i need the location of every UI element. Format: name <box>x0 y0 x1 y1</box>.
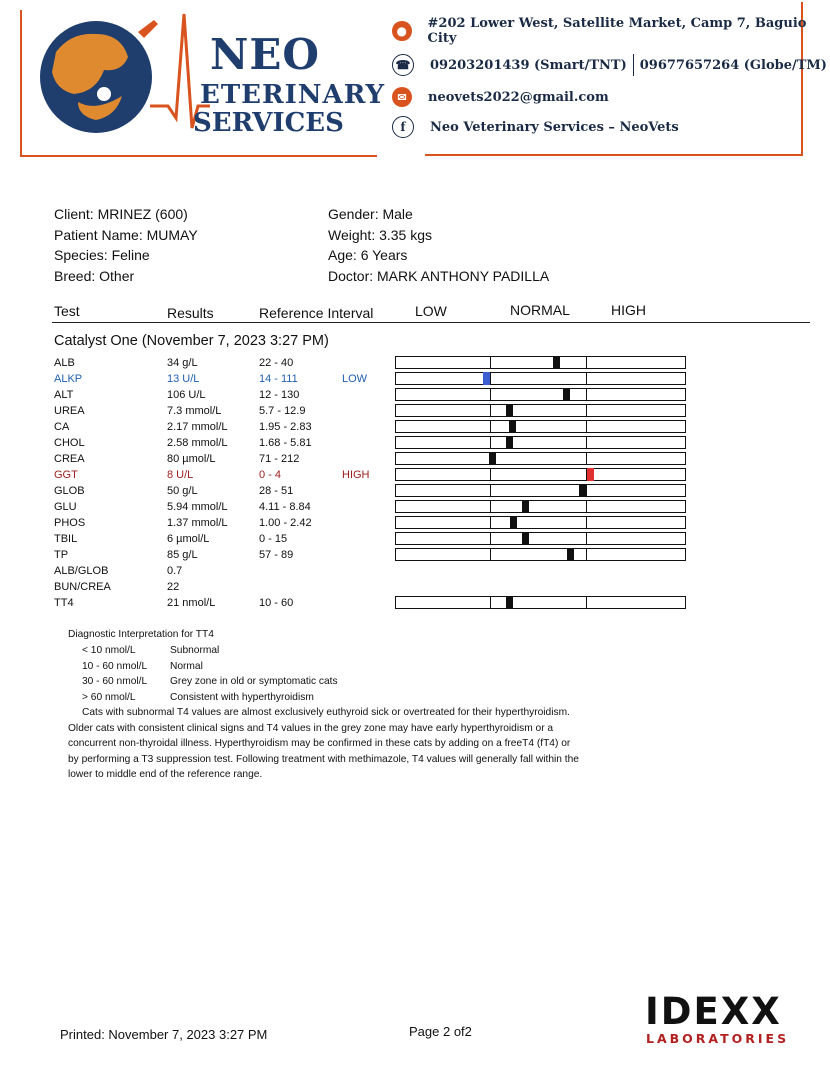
interpretation-range-row <box>82 690 482 706</box>
section-title: Catalyst One (November 7, 2023 3:27 PM) <box>54 333 329 349</box>
range-divider-low <box>490 357 491 368</box>
range-bar <box>395 500 686 513</box>
interpretation-line: concurrent non-thyroidal illness. Hyperthyroidism may be confirmed in these cats by adding on a freeT4 (fT4) or <box>68 738 571 750</box>
range-divider-high <box>586 533 587 544</box>
range-bar <box>395 516 686 529</box>
reference-interval: 1.00 - 2.42 <box>259 517 312 529</box>
test-name: ALB/GLOB <box>54 565 109 577</box>
range-bar <box>395 420 686 433</box>
header-frame-bottom <box>20 155 375 157</box>
range-bar <box>395 356 686 369</box>
test-result: 2.58 mmol/L <box>167 437 228 449</box>
header-frame-right <box>425 154 803 156</box>
col-header-normal: NORMAL <box>510 302 570 318</box>
reference-interval: 22 - 40 <box>259 357 294 369</box>
test-result: 21 nmol/L <box>167 597 216 609</box>
reference-interval: 1.95 - 2.83 <box>259 421 312 433</box>
result-marker <box>587 468 594 481</box>
range-bar <box>395 404 686 417</box>
interpretation-line: by performing a T3 suppression test. Following treatment with methimazole, T4 values will generally fall within the <box>68 753 579 765</box>
page-number: Page 2 of2 <box>409 1024 472 1039</box>
test-name: ALT <box>54 389 74 401</box>
range-divider-low <box>490 469 491 480</box>
result-marker <box>506 596 513 609</box>
range-divider-low <box>490 501 491 512</box>
patient-info-left <box>54 204 198 286</box>
facebook-icon: f <box>392 116 414 138</box>
table-row <box>54 579 694 595</box>
reference-interval: 4.11 - 8.84 <box>259 501 311 513</box>
result-marker <box>510 516 517 529</box>
gender: Gender: Male <box>328 206 413 222</box>
range-meaning: Grey zone in old or symptomatic cats <box>170 676 338 688</box>
test-name: ALB <box>54 357 75 369</box>
mail-icon: ✉ <box>392 87 412 107</box>
interpretation-range-row <box>82 659 482 675</box>
client: Client: MRINEZ (600) <box>54 206 188 222</box>
test-result: 50 g/L <box>167 485 198 497</box>
test-result: 13 U/L <box>167 373 200 385</box>
doctor: Doctor: MARK ANTHONY PADILLA <box>328 267 550 284</box>
range-bar <box>395 388 686 401</box>
species: Species: Feline <box>54 247 150 263</box>
test-name: TBIL <box>54 533 78 545</box>
range-divider-low <box>490 405 491 416</box>
range-value: 10 - 60 nmol/L <box>82 660 148 672</box>
brand-neo: NEO <box>210 30 320 79</box>
weight: Weight: 3.35 kgs <box>328 226 433 243</box>
reference-interval: 5.7 - 12.9 <box>259 405 306 417</box>
reference-interval: 12 - 130 <box>259 389 300 401</box>
location-pin-icon: ● <box>392 21 412 41</box>
interpretation-line: Older cats with consistent clinical signs and T4 values in the grey zone may have early hyperthyroidism or a <box>68 722 554 734</box>
range-divider-low <box>490 421 491 432</box>
result-marker <box>563 388 570 401</box>
range-divider-high <box>586 357 587 368</box>
range-divider-low <box>490 373 491 384</box>
test-name: PHOS <box>54 517 86 529</box>
patient-name: Patient Name: MUMAY <box>54 226 198 243</box>
interpretation-paragraph <box>68 705 688 783</box>
col-header-reference: Reference Interval <box>259 305 374 321</box>
phone-icon: ☎ <box>392 54 414 76</box>
test-name: CHOL <box>54 437 85 449</box>
test-name: TP <box>54 549 69 561</box>
range-divider-low <box>490 389 491 400</box>
interpretation-line: Cats with subnormal T4 values are almost exclusively euthyroid sick or overtreated for their hyperthyroidism. <box>82 707 570 718</box>
range-divider-high <box>586 389 587 400</box>
result-marker <box>509 420 516 433</box>
result-marker <box>483 372 490 385</box>
range-bar <box>395 452 686 465</box>
table-row <box>54 563 694 579</box>
result-marker <box>506 436 513 449</box>
reference-interval: 14 - 111 <box>259 373 298 385</box>
range-divider-high <box>586 597 587 608</box>
reference-interval: 0 - 4 <box>259 469 282 481</box>
range-divider-high <box>586 421 587 432</box>
age: Age: 6 Years <box>328 247 408 263</box>
range-divider-low <box>490 485 491 496</box>
test-name: TT4 <box>54 597 74 609</box>
reference-interval: 0 - 15 <box>259 533 288 545</box>
reference-interval: 10 - 60 <box>259 597 294 609</box>
reference-interval: 57 - 89 <box>259 549 294 561</box>
range-meaning: Normal <box>170 660 203 672</box>
result-marker <box>489 452 496 465</box>
result-marker <box>579 484 586 497</box>
col-header-test: Test <box>54 303 80 319</box>
contact-phone: ☎ 09203201439 (Smart/TNT) 09677657264 (Globe/TM) <box>392 52 827 78</box>
test-result: 1.37 mmol/L <box>167 517 228 529</box>
result-marker <box>506 404 513 417</box>
test-result: 8 U/L <box>167 469 194 481</box>
result-marker <box>553 356 560 369</box>
printed-date: Printed: November 7, 2023 3:27 PM <box>60 1027 268 1042</box>
test-name: BUN/CREA <box>54 581 111 593</box>
range-value: > 60 nmol/L <box>82 691 136 703</box>
range-divider-low <box>490 517 491 528</box>
range-bar <box>395 372 686 385</box>
test-result: 106 U/L <box>167 389 206 401</box>
test-result: 0.7 <box>167 565 183 577</box>
test-name: CREA <box>54 453 85 465</box>
interpretation-line: lower to middle end of the reference range. <box>68 769 263 781</box>
test-name: GGT <box>54 469 78 481</box>
header-rule <box>52 322 810 323</box>
idexx-laboratories: LABORATORIES <box>646 1031 790 1046</box>
test-name: ALKP <box>54 373 83 385</box>
col-header-low: LOW <box>415 303 447 319</box>
range-bar <box>395 484 686 497</box>
test-name: GLOB <box>54 485 85 497</box>
result-marker <box>522 532 529 545</box>
range-divider-low <box>490 533 491 544</box>
range-divider-low <box>490 437 491 448</box>
breed: Breed: Other <box>54 267 135 284</box>
result-marker <box>567 548 574 561</box>
contact-address: ● #202 Lower West, Satellite Market, Camp 7, Baguio City <box>392 18 830 44</box>
test-result: 34 g/L <box>167 357 198 369</box>
range-bar <box>395 596 686 609</box>
test-result: 7.3 mmol/L <box>167 405 222 417</box>
contact-facebook: f Neo Veterinary Services – NeoVets <box>392 114 679 140</box>
range-meaning: Subnormal <box>170 645 220 656</box>
range-divider-high <box>586 501 587 512</box>
interpretation-range-row <box>82 674 482 690</box>
range-divider-low <box>490 549 491 560</box>
range-meaning: Consistent with hyperthyroidism <box>170 691 314 703</box>
neo-vet-logo-icon <box>26 12 166 142</box>
result-flag: LOW <box>342 373 368 385</box>
test-name: CA <box>54 421 70 433</box>
range-value: < 10 nmol/L <box>82 645 136 656</box>
range-value: 30 - 60 nmol/L <box>82 676 148 688</box>
test-result: 80 µmol/L <box>167 453 216 465</box>
range-divider-high <box>586 405 587 416</box>
test-result: 85 g/L <box>167 549 198 561</box>
reference-interval: 71 - 212 <box>259 453 300 465</box>
range-divider-high <box>586 485 587 496</box>
contact-email: ✉ neovets2022@gmail.com <box>392 84 609 110</box>
reference-interval: 28 - 51 <box>259 485 294 497</box>
brand-veterinary: ETERINARY <box>200 80 386 110</box>
range-divider-high <box>586 373 587 384</box>
interpretation-range-row <box>82 643 482 659</box>
result-flag: HIGH <box>342 469 370 481</box>
col-header-results: Results <box>167 305 214 321</box>
idexx-logo: IDEXX <box>645 990 782 1033</box>
test-result: 5.94 mmol/L <box>167 501 228 513</box>
range-bar <box>395 548 686 561</box>
range-divider-high <box>586 517 587 528</box>
col-header-high: HIGH <box>611 302 646 318</box>
interpretation-ranges <box>82 643 482 705</box>
range-divider-high <box>586 437 587 448</box>
range-divider-low <box>490 597 491 608</box>
interpretation-title: Diagnostic Interpretation for TT4 <box>68 629 214 640</box>
range-bar <box>395 436 686 449</box>
range-bar <box>395 532 686 545</box>
brand-services: SERVICES <box>193 108 344 138</box>
test-result: 2.17 mmol/L <box>167 421 228 433</box>
patient-info-right <box>328 204 549 286</box>
range-divider-high <box>586 453 587 464</box>
range-divider-high <box>586 549 587 560</box>
test-result: 22 <box>167 581 180 593</box>
test-result: 6 µmol/L <box>167 533 210 545</box>
test-name: GLU <box>54 501 77 513</box>
phone-divider <box>633 54 634 76</box>
reference-interval: 1.68 - 5.81 <box>259 437 312 449</box>
result-marker <box>522 500 529 513</box>
test-name: UREA <box>54 405 85 417</box>
range-bar <box>395 468 686 481</box>
